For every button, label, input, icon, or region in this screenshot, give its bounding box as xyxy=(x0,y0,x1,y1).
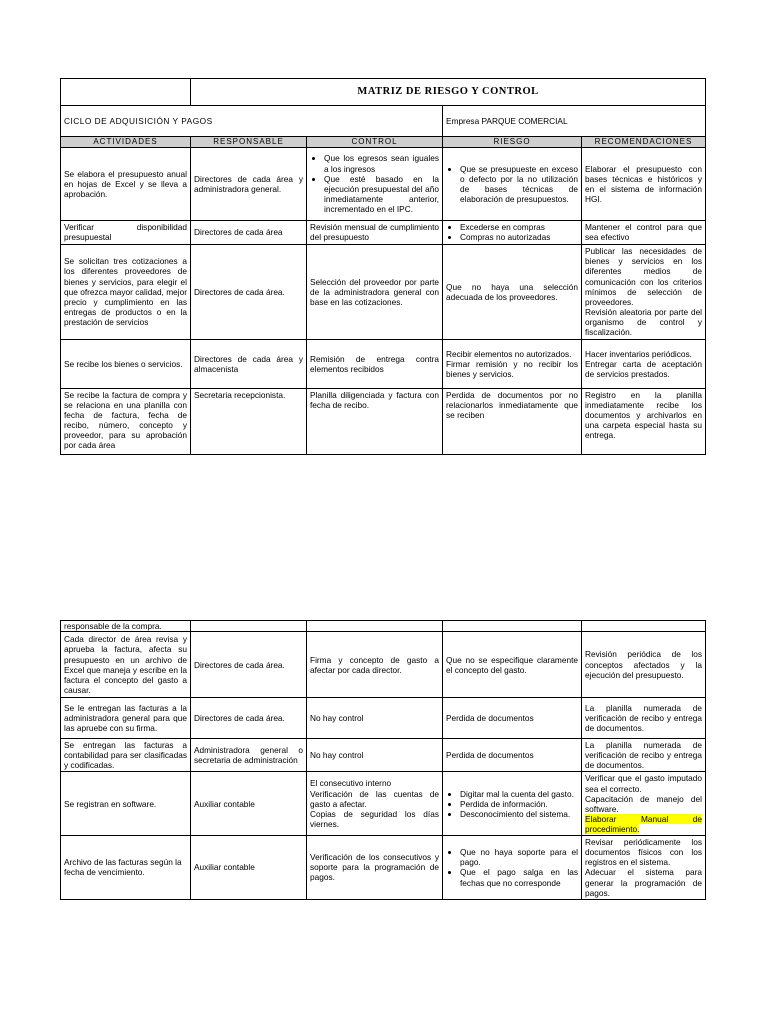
risk-cell: Perdida de documentos xyxy=(443,698,582,739)
activity-cell: Se recibe la factura de compra y se relaciona en una planilla con fecha de factura, fecha de recibo, número, concepto y proveedor, para su aprobación por cada área xyxy=(61,388,191,454)
table-header xyxy=(61,137,706,148)
risk-cell xyxy=(443,772,582,836)
control-cell: Revisión mensual de cumplimiento del presupuesto xyxy=(307,220,443,244)
risk-cell xyxy=(443,147,582,220)
risk-cell: Perdida de documentos xyxy=(443,739,582,772)
control-cell: Verificación de los consecutivos y soporte para la programación de pagos. xyxy=(307,836,443,900)
header-recomendaciones: RECOMENDACIONES xyxy=(582,137,706,148)
activity-cell: Se solicitan tres cotizaciones a los diferentes proveedores de bienes y servicios, para elegir el que ofrezca mayor calidad, mejor precio y cumplimiento en las entregas de productos o en la prestación de servicios xyxy=(61,244,191,339)
activity-cell: Cada director de área revisa y aprueba la factura, afecta su presupuesto en un archivo de Excel que maneja y escribe en la factura el concepto del gasto a causar. xyxy=(61,632,191,698)
control-cell: No hay control xyxy=(307,739,443,772)
recommendation-cell: La planilla numerada de verificación de recibo y entrega de documentos. xyxy=(582,739,706,772)
responsible-cell: Auxiliar contable xyxy=(191,772,307,836)
recommendation-line: Revisión aleatoria por parte del organismo de control y fiscalización. xyxy=(585,306,703,338)
table-row xyxy=(61,836,706,900)
company-label: Empresa PARQUE COMERCIAL xyxy=(443,106,706,137)
control-line: Verificación de las cuentas de gasto a afectar. xyxy=(310,788,439,809)
recommendation-line: Hacer inventarios periódicos. xyxy=(585,348,692,359)
blank-cell xyxy=(61,79,191,106)
control-cell: Planilla diligenciada y factura con fecha de recibo. xyxy=(307,388,443,454)
continuation-row xyxy=(61,621,706,632)
table-row xyxy=(61,339,706,388)
control-item: • Que los egresos sean iguales a los ingresos xyxy=(324,153,439,173)
blank-cell xyxy=(443,621,582,632)
continuation-text: responsable de la compra. xyxy=(61,621,191,632)
activity-cell: Archivo de las facturas según la fecha de vencimiento. xyxy=(61,836,191,900)
responsible-cell: Secretaria recepcionista. xyxy=(191,388,307,454)
risk-item: • Perdida de información. xyxy=(460,799,578,809)
highlighted-text: Elaborar Manual de procedimiento. xyxy=(585,813,702,834)
recommendation-line: Publicar las necesidades de bienes y servicios en los diferentes medios de comunicación con los criterios mínimos de selección de proveedores. xyxy=(585,246,703,307)
blank-cell xyxy=(582,621,706,632)
responsible-cell: Administradora general o secretaria de administración xyxy=(191,739,307,772)
control-cell xyxy=(307,772,443,836)
risk-line: Recibir elementos no autorizados. xyxy=(446,348,572,359)
responsible-cell: Auxiliar contable xyxy=(191,836,307,900)
control-cell: Remisión de entrega contra elementos recibidos xyxy=(307,339,443,388)
recommendation-cell: Elaborar el presupuesto con bases técnicas e históricos y en el sistema de información HGI. xyxy=(582,147,706,220)
risk-item: • Que no haya soporte para el pago. xyxy=(460,847,578,867)
risk-item: • Que el pago salga en las fechas que no corresponde xyxy=(460,867,578,887)
header-riesgo: RIESGO xyxy=(443,137,582,148)
table-row xyxy=(61,632,706,698)
recommendation-cell xyxy=(582,244,706,339)
responsible-cell: Directores de cada área. xyxy=(191,244,307,339)
risk-line: Firmar remisión y no recibir los bienes y servicios. xyxy=(446,358,578,379)
recommendation-cell: Registro en la planilla inmediatamente recibe los documentos y archivarlos en una carpeta especial hasta su entrega. xyxy=(582,388,706,454)
header-control: CONTROL xyxy=(307,137,443,148)
recommendation-line: Adecuar el sistema para generar la programación de pagos. xyxy=(585,867,702,898)
table-row xyxy=(61,220,706,244)
table-row xyxy=(61,388,706,454)
activity-cell: Se registran en software. xyxy=(61,772,191,836)
activity-cell: Se recibe los bienes o servicios. xyxy=(61,339,191,388)
blank-cell xyxy=(191,621,307,632)
table-row xyxy=(61,739,706,772)
recommendation-cell: Mantener el control para que sea efectivo xyxy=(582,220,706,244)
risk-cell xyxy=(443,339,582,388)
activity-cell: Se le entregan las facturas a la administradora general para que las apruebe con su firma. xyxy=(61,698,191,739)
cycle-label: CICLO DE ADQUISICIÓN Y PAGOS xyxy=(61,106,443,137)
responsible-cell: Directores de cada área xyxy=(191,220,307,244)
recommendation-cell xyxy=(582,339,706,388)
risk-item: • Digitar mal la cuenta del gasto. xyxy=(460,789,578,799)
recommendation-line: Entregar carta de aceptación de servicios prestados. xyxy=(585,358,703,379)
control-item: • Que esté basado en la ejecución presupuestal del año inmediatamente anterior, incrementado en el IPC. xyxy=(324,174,439,214)
control-cell: No hay control xyxy=(307,698,443,739)
risk-cell xyxy=(443,836,582,900)
control-cell: Selección del proveedor por parte de la administradora general con base en las cotizaciones. xyxy=(307,244,443,339)
risk-matrix-table-page2 xyxy=(60,620,706,900)
responsible-cell: Directores de cada área. xyxy=(191,698,307,739)
risk-item: • Que se presupueste en exceso o defecto por la no utilización de bases técnicas de elaboración de presupuestos. xyxy=(460,164,578,204)
recommendation-line: Verificar que el gasto imputado sea el correcto. xyxy=(585,773,702,794)
recommendation-cell: Revisión periódica de los conceptos afectados y la ejecución del presupuesto. xyxy=(582,632,706,698)
recommendation-cell: La planilla numerada de verificación de recibo y entrega de documentos. xyxy=(582,698,706,739)
recommendation-line: Capacitación de manejo del software. xyxy=(585,793,702,814)
blank-cell xyxy=(307,621,443,632)
responsible-cell: Directores de cada área. xyxy=(191,632,307,698)
responsible-cell: Directores de cada área y almacenista xyxy=(191,339,307,388)
recommendation-cell xyxy=(582,772,706,836)
risk-item: • Compras no autorizadas xyxy=(460,232,578,242)
header-actividades: ACTIVIDADES xyxy=(61,137,191,148)
risk-cell: Que no haya una selección adecuada de los proveedores. xyxy=(443,244,582,339)
table-row xyxy=(61,147,706,220)
control-cell xyxy=(307,147,443,220)
table-row xyxy=(61,244,706,339)
risk-cell xyxy=(443,220,582,244)
risk-cell: Que no se especifique claramente el concepto del gasto. xyxy=(443,632,582,698)
recommendation-line: Revisar periódicamente los documentos físicos con los registros en el sistema. xyxy=(585,837,702,868)
risk-matrix-table-page1 xyxy=(60,78,706,455)
header-responsable: RESPONSABLE xyxy=(191,137,307,148)
table-row xyxy=(61,772,706,836)
control-cell: Firma y concepto de gasto a afectar por cada director. xyxy=(307,632,443,698)
control-line: El consecutivo interno xyxy=(310,778,392,789)
responsible-cell: Directores de cada área y administradora general. xyxy=(191,147,307,220)
recommendation-cell xyxy=(582,836,706,900)
activity-cell: Se elabora el presupuesto anual en hojas de Excel y se lleva a aprobación. xyxy=(61,147,191,220)
page-title: MATRIZ DE RIESGO Y CONTROL xyxy=(191,79,706,106)
activity-cell: Verificar disponibilidad presupuestal xyxy=(61,220,191,244)
risk-cell: Perdida de documentos por no relacionarlos inmediatamente que se reciben xyxy=(443,388,582,454)
activity-cell: Se entregan las facturas a contabilidad para ser clasificadas y codificadas. xyxy=(61,739,191,772)
risk-item: • Excederse en compras xyxy=(460,222,578,232)
table-row xyxy=(61,698,706,739)
control-line: Copias de seguridad los días viernes. xyxy=(310,808,439,829)
risk-item: • Desconocimiento del sistema. xyxy=(460,809,578,819)
recommendation-line-highlighted xyxy=(585,814,702,834)
